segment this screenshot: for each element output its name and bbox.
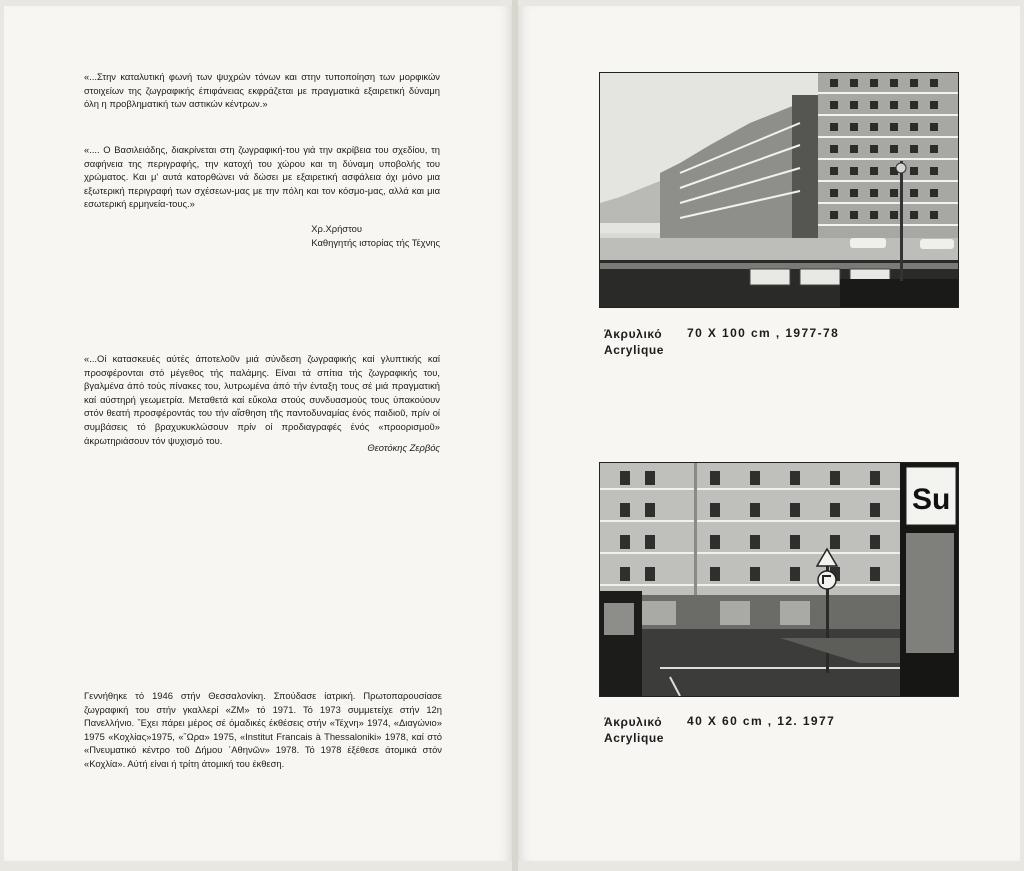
signature-title: Καθηγητής ιστορίας τής Τέχνης <box>311 237 440 248</box>
signature-zervos: Θεοτόκης Ζερβός <box>367 442 440 453</box>
shop-sign-text: Su <box>912 483 951 516</box>
critic-quote-1: «...Στην καταλυτική φωνή των ψυχρών τόνων και στην τυποποίηση των μορφικών στοιχείων της ζωγραφικής έπιφάνειας εκφράζεται με πραγματικά εξαιρετική δύναμη όλη η προβληματική των αστικών κέντρων.» <box>84 71 440 110</box>
painting-apartment-blocks <box>599 72 959 308</box>
dimensions-date: 40 X 60 cm , 12. 1977 <box>687 714 836 728</box>
medium-french: Acrylique <box>604 731 665 745</box>
medium-greek: Άκρυλικό <box>604 327 663 341</box>
critic-quote-2: «.... Ο Βασιλειάδης, διακρίνεται στη ζωγραφική-του γιά την ακρίβεια του σχεδίου, τη σαφήνεια της περιγραφής, την κατοχή του χώρου και τη δύναμη υποβολής του χρώματος. Και μ' αυτά κατορθώνει νά δώσει με εξαιρετική ασφάλεια όχι μόνο μια εξωτερική περιγραφή των σχέσεων-μας με την πόλη και τον κόσμο-μας, αλλά και μια εσωτερική ερμηνεία-τους.» <box>84 144 440 210</box>
medium-greek: Άκρυλικό <box>604 715 663 729</box>
critic-quote-3: «...Οί κατασκευές αύτές άποτελοῦν μιά σύνδεση ζωγραφικής καί γλυπτικής καί προσφέρονται στό μέγεθος τής παλάμης. Είναι τά σπίτια τής ζωγραφικής του, βγαλμένα άπό τούς πίνακες του, λυτρωμένα άπό τήν ένταξη τους σέ μιά πραγματική καί αύστηρή γεωμετρία. Μεταθετά καί εὔκολα στούς συνδυασμούς τους ύπακούουν στόν θεατή προσφέροντάς του τήν αἴσθηση τῆς παντοδυναμίας ένός παιδιοῦ, πρίν οί συμβάσεις τό βραχυκυκλώσουν πρίν οί προδιαγραφές ένός «προορισμοῦ» άκρωτηριάσουν τόν ψυχισμό του. <box>84 353 440 446</box>
caption-painting-1 <box>604 326 840 358</box>
painting-street-corner <box>599 462 959 697</box>
signature-christou <box>84 222 440 250</box>
artist-biography: Γεννήθηκε τό 1946 στήν Θεσσαλονίκη. Σπούδασε ίατρική. Πρωτοπαρουσίασε ζωγραφική του στήν γκαλλερί «ΖΜ» τό 1971. Τό 1973 συμμετείχε στήν 12η Πανελλήνιο. ῎Εχει πάρει μέρος σέ όμαδικές έκθέσεις στήν «Τέχνη» 1974, «Διαγώνιο» 1975 «Κοχλίας»1975, «῞Ωρα» 1975, «Institut Francais à Thessaloniki» 1978, καί στό «Πνευματικό κέντρο τοῦ Δήμου ᾽Αθηνῶν» 1978. Τό 1978 έξέθεσε άτομικά στόν «Κοχλία». Αύτή είναι ή τρίτη άτομική του έκθεση. <box>84 690 442 769</box>
dimensions-date: 70 X 100 cm , 1977-78 <box>687 326 840 340</box>
medium-french: Acrylique <box>604 343 665 357</box>
signature-name: Χρ.Χρήστου <box>311 223 362 234</box>
caption-painting-2 <box>604 714 836 746</box>
